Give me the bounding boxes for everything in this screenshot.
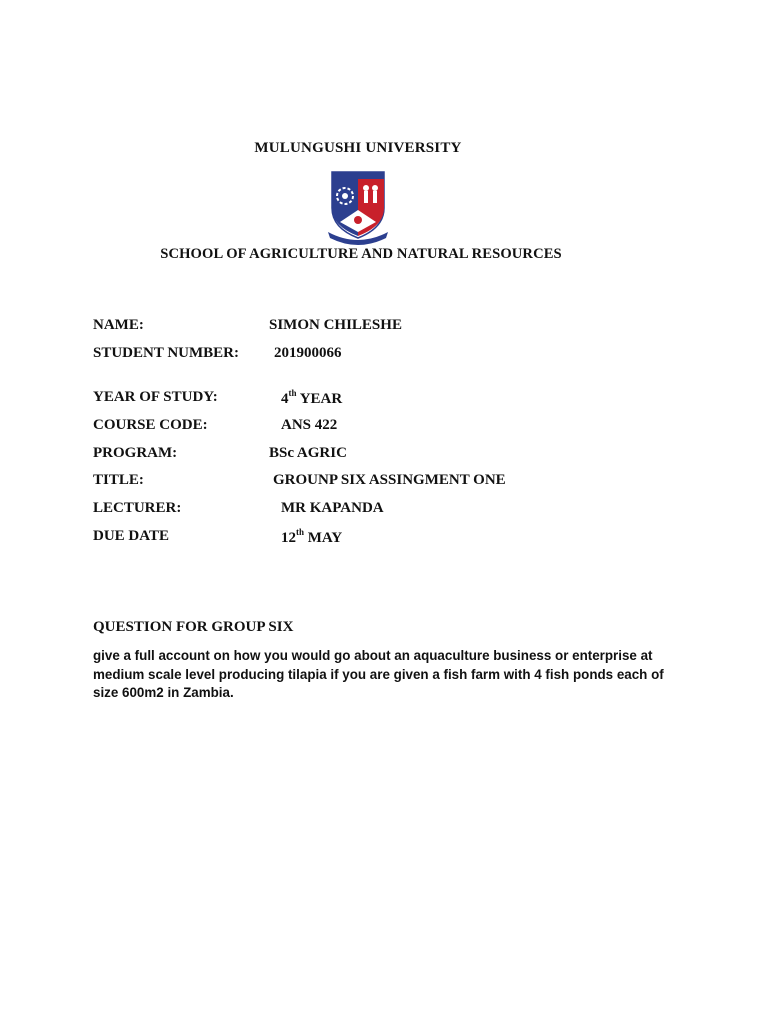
year-of-study-value: 4th YEAR (281, 388, 343, 407)
school-title: SCHOOL OF AGRICULTURE AND NATURAL RESOURCES (160, 246, 562, 262)
university-title: MULUNGUSHI UNIVERSITY (254, 140, 462, 156)
name-value: SIMON CHILESHE (269, 317, 402, 333)
due-date-value: 12th MAY (281, 527, 343, 546)
year-of-study-label: YEAR OF STUDY: (93, 389, 218, 405)
question-heading: QUESTION FOR GROUP SIX (93, 619, 294, 635)
student-number-label: STUDENT NUMBER: (93, 345, 239, 361)
student-number-value: 201900066 (274, 345, 342, 361)
university-crest-logo (326, 166, 390, 246)
name-label: NAME: (93, 317, 144, 333)
title-value: GROUNP SIX ASSINGMENT ONE (273, 472, 506, 488)
question-body: give a full account on how you would go about an aquaculture business or enterprise at medium scale level producing tilapia if you are given a fish farm with 4 fish ponds each of size 600m2 in Zambia. (93, 648, 664, 700)
title-label: TITLE: (93, 472, 144, 488)
course-code-label: COURSE CODE: (93, 417, 208, 433)
lecturer-value: MR KAPANDA (281, 500, 384, 516)
course-code-value: ANS 422 (281, 417, 338, 433)
lecturer-label: LECTURER: (93, 500, 182, 516)
due-date-label: DUE DATE (93, 528, 169, 544)
program-value: BSc AGRIC (269, 445, 347, 461)
program-label: PROGRAM: (93, 445, 178, 461)
